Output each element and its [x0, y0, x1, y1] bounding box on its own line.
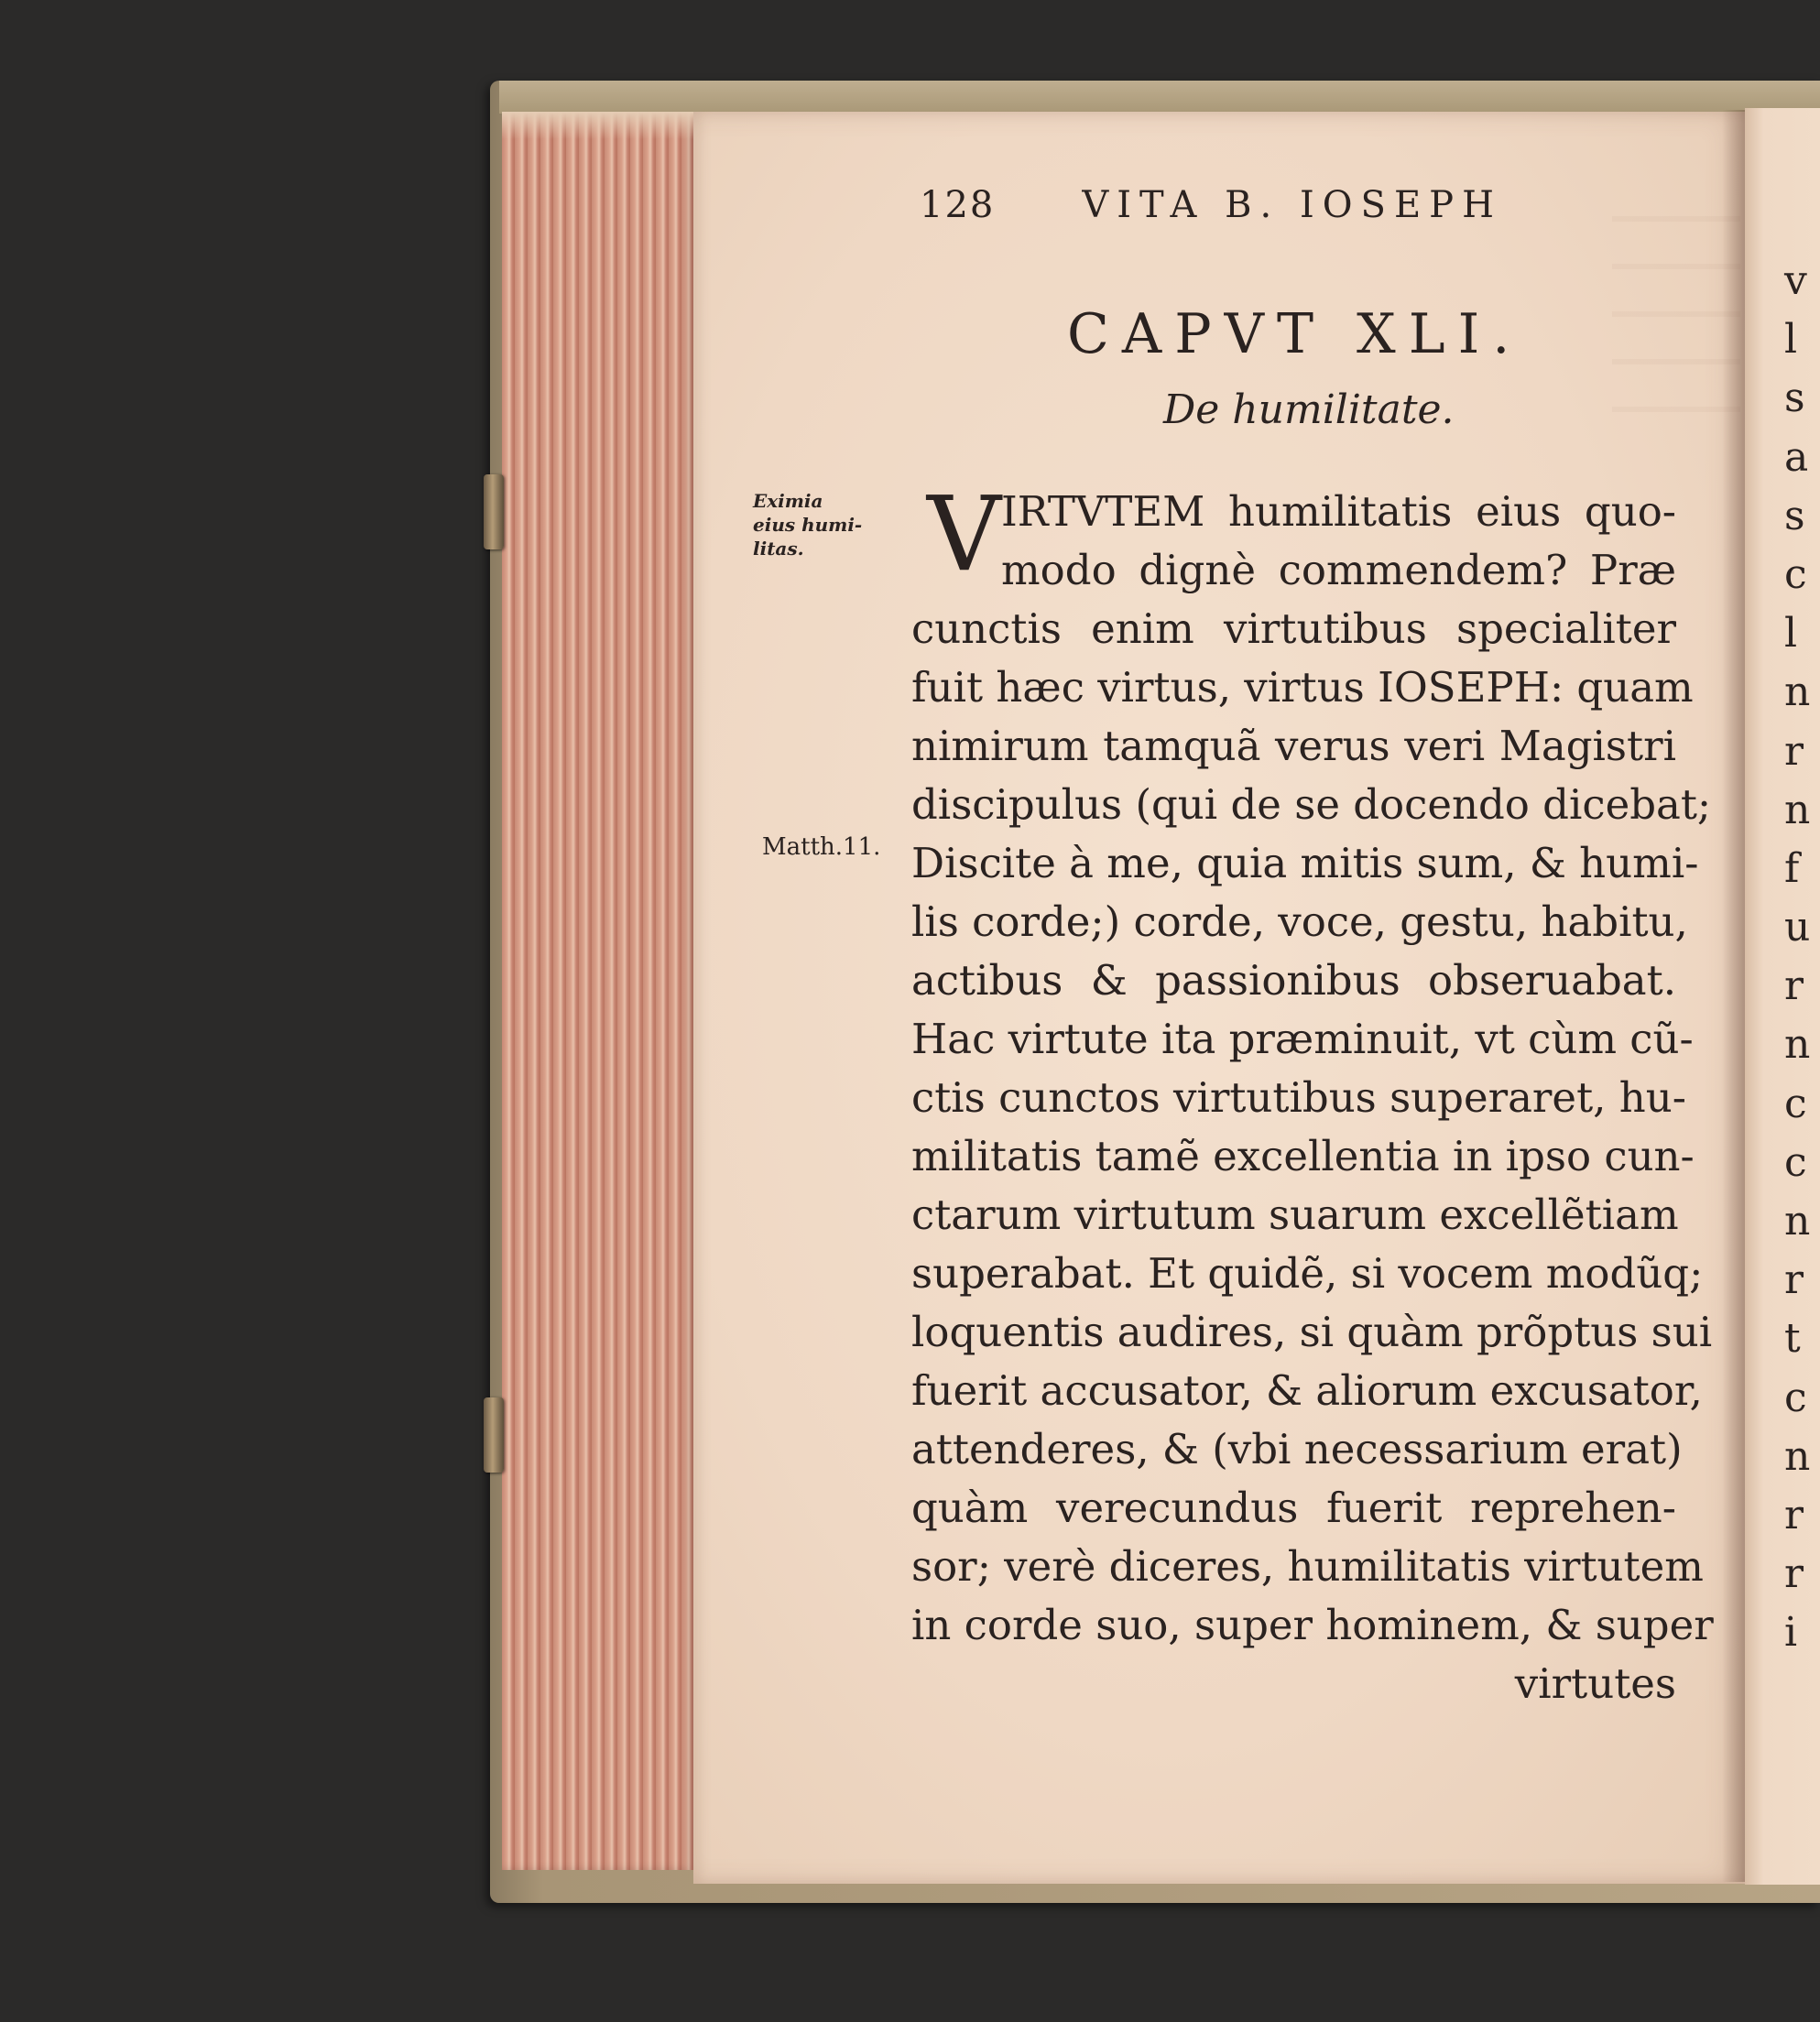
facing-page-letter: r: [1784, 1491, 1804, 1538]
facing-page-letter: a: [1784, 433, 1809, 481]
text-line: quàm verecundus fuerit reprehen-: [911, 1484, 1676, 1532]
text-line: superabat. Et quidẽ, si vocem modũq;: [911, 1249, 1704, 1298]
facing-page-letter: n: [1784, 1198, 1811, 1245]
facing-page-letter: c: [1784, 1080, 1807, 1127]
facing-page-letter: s: [1784, 492, 1805, 539]
facing-page-letter: v: [1784, 257, 1807, 304]
facing-page-letter: n: [1784, 669, 1811, 716]
text-line: Hac virtute ita præminuit, vt cùm cũ-: [911, 1015, 1694, 1063]
bleed-through: [1612, 174, 1740, 412]
marginal-note-line: Eximia: [753, 490, 823, 512]
page-fore-edge: [502, 112, 694, 1870]
facing-page-letter: i: [1784, 1609, 1798, 1657]
text-line: attenderes, & (vbi necessarium erat): [911, 1425, 1683, 1473]
text-line: lis corde;) corde, voce, gestu, habitu,: [911, 897, 1688, 946]
facing-page-letter: t: [1784, 1315, 1801, 1363]
facing-page-letter: l: [1784, 610, 1798, 658]
facing-page-letter: l: [1784, 316, 1798, 364]
text-line: actibus & passionibus obseruabat.: [911, 956, 1676, 1005]
text-line: IRTVTEM humilitatis eius quo-: [1001, 487, 1676, 536]
text-line: Discite à me, quia mitis sum, & humi-: [911, 839, 1699, 887]
facing-page-letter: c: [1784, 550, 1807, 598]
catchword: virtutes: [1514, 1659, 1676, 1708]
marginal-note-eximia: [753, 489, 862, 560]
text-line: in corde suo, super hominem, & super: [911, 1601, 1714, 1649]
text-line: militatis tamẽ excellentia in ipso cun-: [911, 1132, 1695, 1180]
chapter-heading: CAPVT XLI.: [1067, 302, 1523, 366]
facing-page-letter: r: [1784, 1256, 1804, 1304]
text-line: modo dignè commendem? Præ: [1001, 546, 1676, 594]
text-line: fuerit accusator, & aliorum excusator,: [911, 1366, 1703, 1415]
running-title: VITA B. IOSEPH: [1082, 184, 1502, 226]
text-line: ctis cunctos virtutibus superaret, hu-: [911, 1073, 1686, 1122]
facing-page-letter: f: [1784, 844, 1800, 892]
text-line: cunctis enim virtutibus specialiter: [911, 604, 1676, 653]
text-line: nimirum tamquã verus veri Magistri: [911, 722, 1676, 770]
text-line: discipulus (qui de se docendo dicebat;: [911, 780, 1712, 829]
text-line: loquentis audires, si quàm prõptus sui: [911, 1308, 1713, 1356]
facing-page-letter: n: [1784, 786, 1811, 833]
facing-page-letter: c: [1784, 1374, 1807, 1421]
book-cover-top-edge: [499, 81, 1820, 114]
facing-page-letter: n: [1784, 1432, 1811, 1480]
facing-page-letter: s: [1784, 375, 1805, 422]
facing-page-edge-text: [1784, 252, 1820, 1663]
drop-cap: V: [927, 475, 1001, 594]
marginal-note-line: litas.: [753, 538, 804, 560]
facing-page-letter: r: [1784, 962, 1804, 1010]
body-text: [911, 475, 1714, 1713]
facing-page-letter: n: [1784, 1021, 1811, 1069]
clasp-upper: [484, 474, 504, 549]
chapter-subtitle: De humilitate.: [1163, 386, 1455, 433]
running-head: [920, 184, 1502, 226]
facing-page-letter: r: [1784, 1550, 1804, 1598]
marginal-note-line: eius humi-: [753, 514, 863, 536]
text-line: fuit hæc virtus, virtus IOSEPH: quam: [911, 663, 1694, 712]
text-line: ctarum virtutum suarum excellẽtiam: [911, 1190, 1679, 1239]
gutter-shadow: [1722, 110, 1745, 1882]
facing-page-letter: u: [1784, 904, 1811, 951]
page-number: 128: [920, 184, 996, 226]
facing-page-letter: c: [1784, 1138, 1807, 1186]
clasp-lower: [484, 1397, 504, 1473]
text-line: sor; verè diceres, humilitatis virtutem: [911, 1542, 1704, 1591]
facing-page-letter: r: [1784, 727, 1804, 775]
marginal-note-matthew: Matth.11.: [762, 833, 881, 861]
